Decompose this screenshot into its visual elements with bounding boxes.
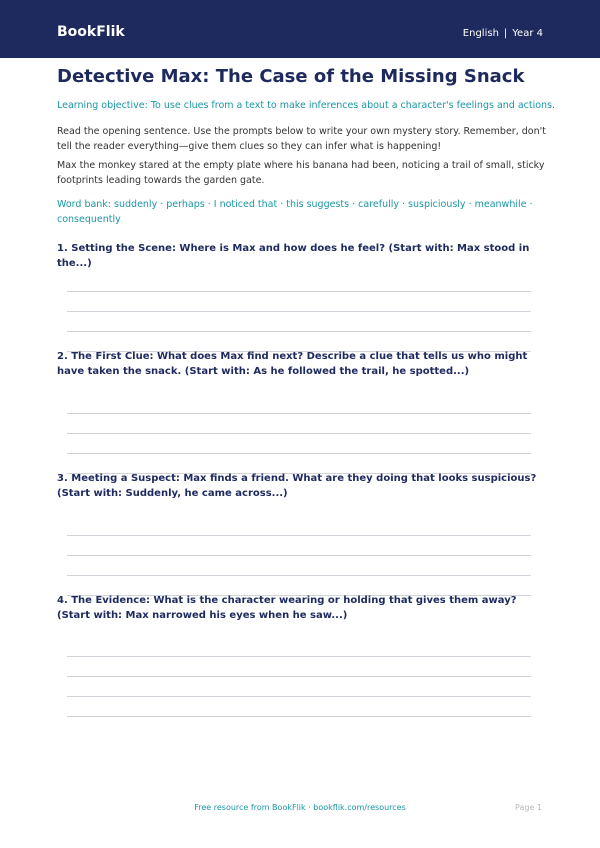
writing-line[interactable]: [67, 311, 531, 312]
word-bank: Word bank: suddenly · perhaps · I noticed that · this suggests · carefully · suspiciously · meanwhile · consequently: [57, 199, 533, 225]
writing-line[interactable]: [67, 291, 531, 292]
writing-line[interactable]: [67, 716, 531, 717]
subject-year: [463, 27, 543, 41]
learning-objective: Learning objective: To use clues from a text to make inferences about a character's feelings and actions.: [57, 100, 556, 111]
writing-line[interactable]: [67, 656, 531, 657]
writing-line[interactable]: [67, 453, 531, 454]
footer-resource-link[interactable]: Free resource from BookFlik · bookflik.com/resources: [194, 803, 406, 812]
writing-line[interactable]: [67, 676, 531, 677]
question-3: 3. Meeting a Suspect: Max finds a friend. What are they doing that looks suspicious? (Start with: Suddenly, he came across...): [57, 473, 537, 499]
question-1: 1. Setting the Scene: Where is Max and how does he feel? (Start with: Max stood in the...): [57, 243, 530, 269]
page-header: [0, 0, 600, 58]
page-number: Page 1: [515, 803, 542, 812]
writing-line[interactable]: [67, 413, 531, 414]
year-label: Year 4: [512, 28, 543, 39]
question-4: 4. The Evidence: What is the character wearing or holding that gives them away? (Start with: Max narrowed his eyes when he saw...): [57, 595, 517, 621]
opening-sentence: Max the monkey stared at the empty plate where his banana had been, noticing a trail of small, sticky footprints leading towards the garden gate.: [57, 160, 545, 186]
writing-line[interactable]: [67, 433, 531, 434]
brand-logo: BookFlik: [57, 24, 125, 40]
meta-separator: |: [503, 28, 508, 39]
writing-line[interactable]: [67, 331, 531, 332]
subject-label: English: [462, 28, 499, 39]
page-title: Detective Max: The Case of the Missing Snack: [57, 66, 525, 87]
writing-line[interactable]: [67, 555, 531, 556]
instructions: Read the opening sentence. Use the prompts below to write your own mystery story. Remember, don't tell the reader everything—give them clues so they can infer what is happening!: [57, 126, 546, 152]
writing-line[interactable]: [67, 575, 531, 576]
writing-line[interactable]: [67, 535, 531, 536]
writing-line[interactable]: [67, 696, 531, 697]
question-2: 2. The First Clue: What does Max find next? Describe a clue that tells us who might have taken the snack. (Start with: As he followed the trail, he spotted...): [57, 351, 528, 377]
